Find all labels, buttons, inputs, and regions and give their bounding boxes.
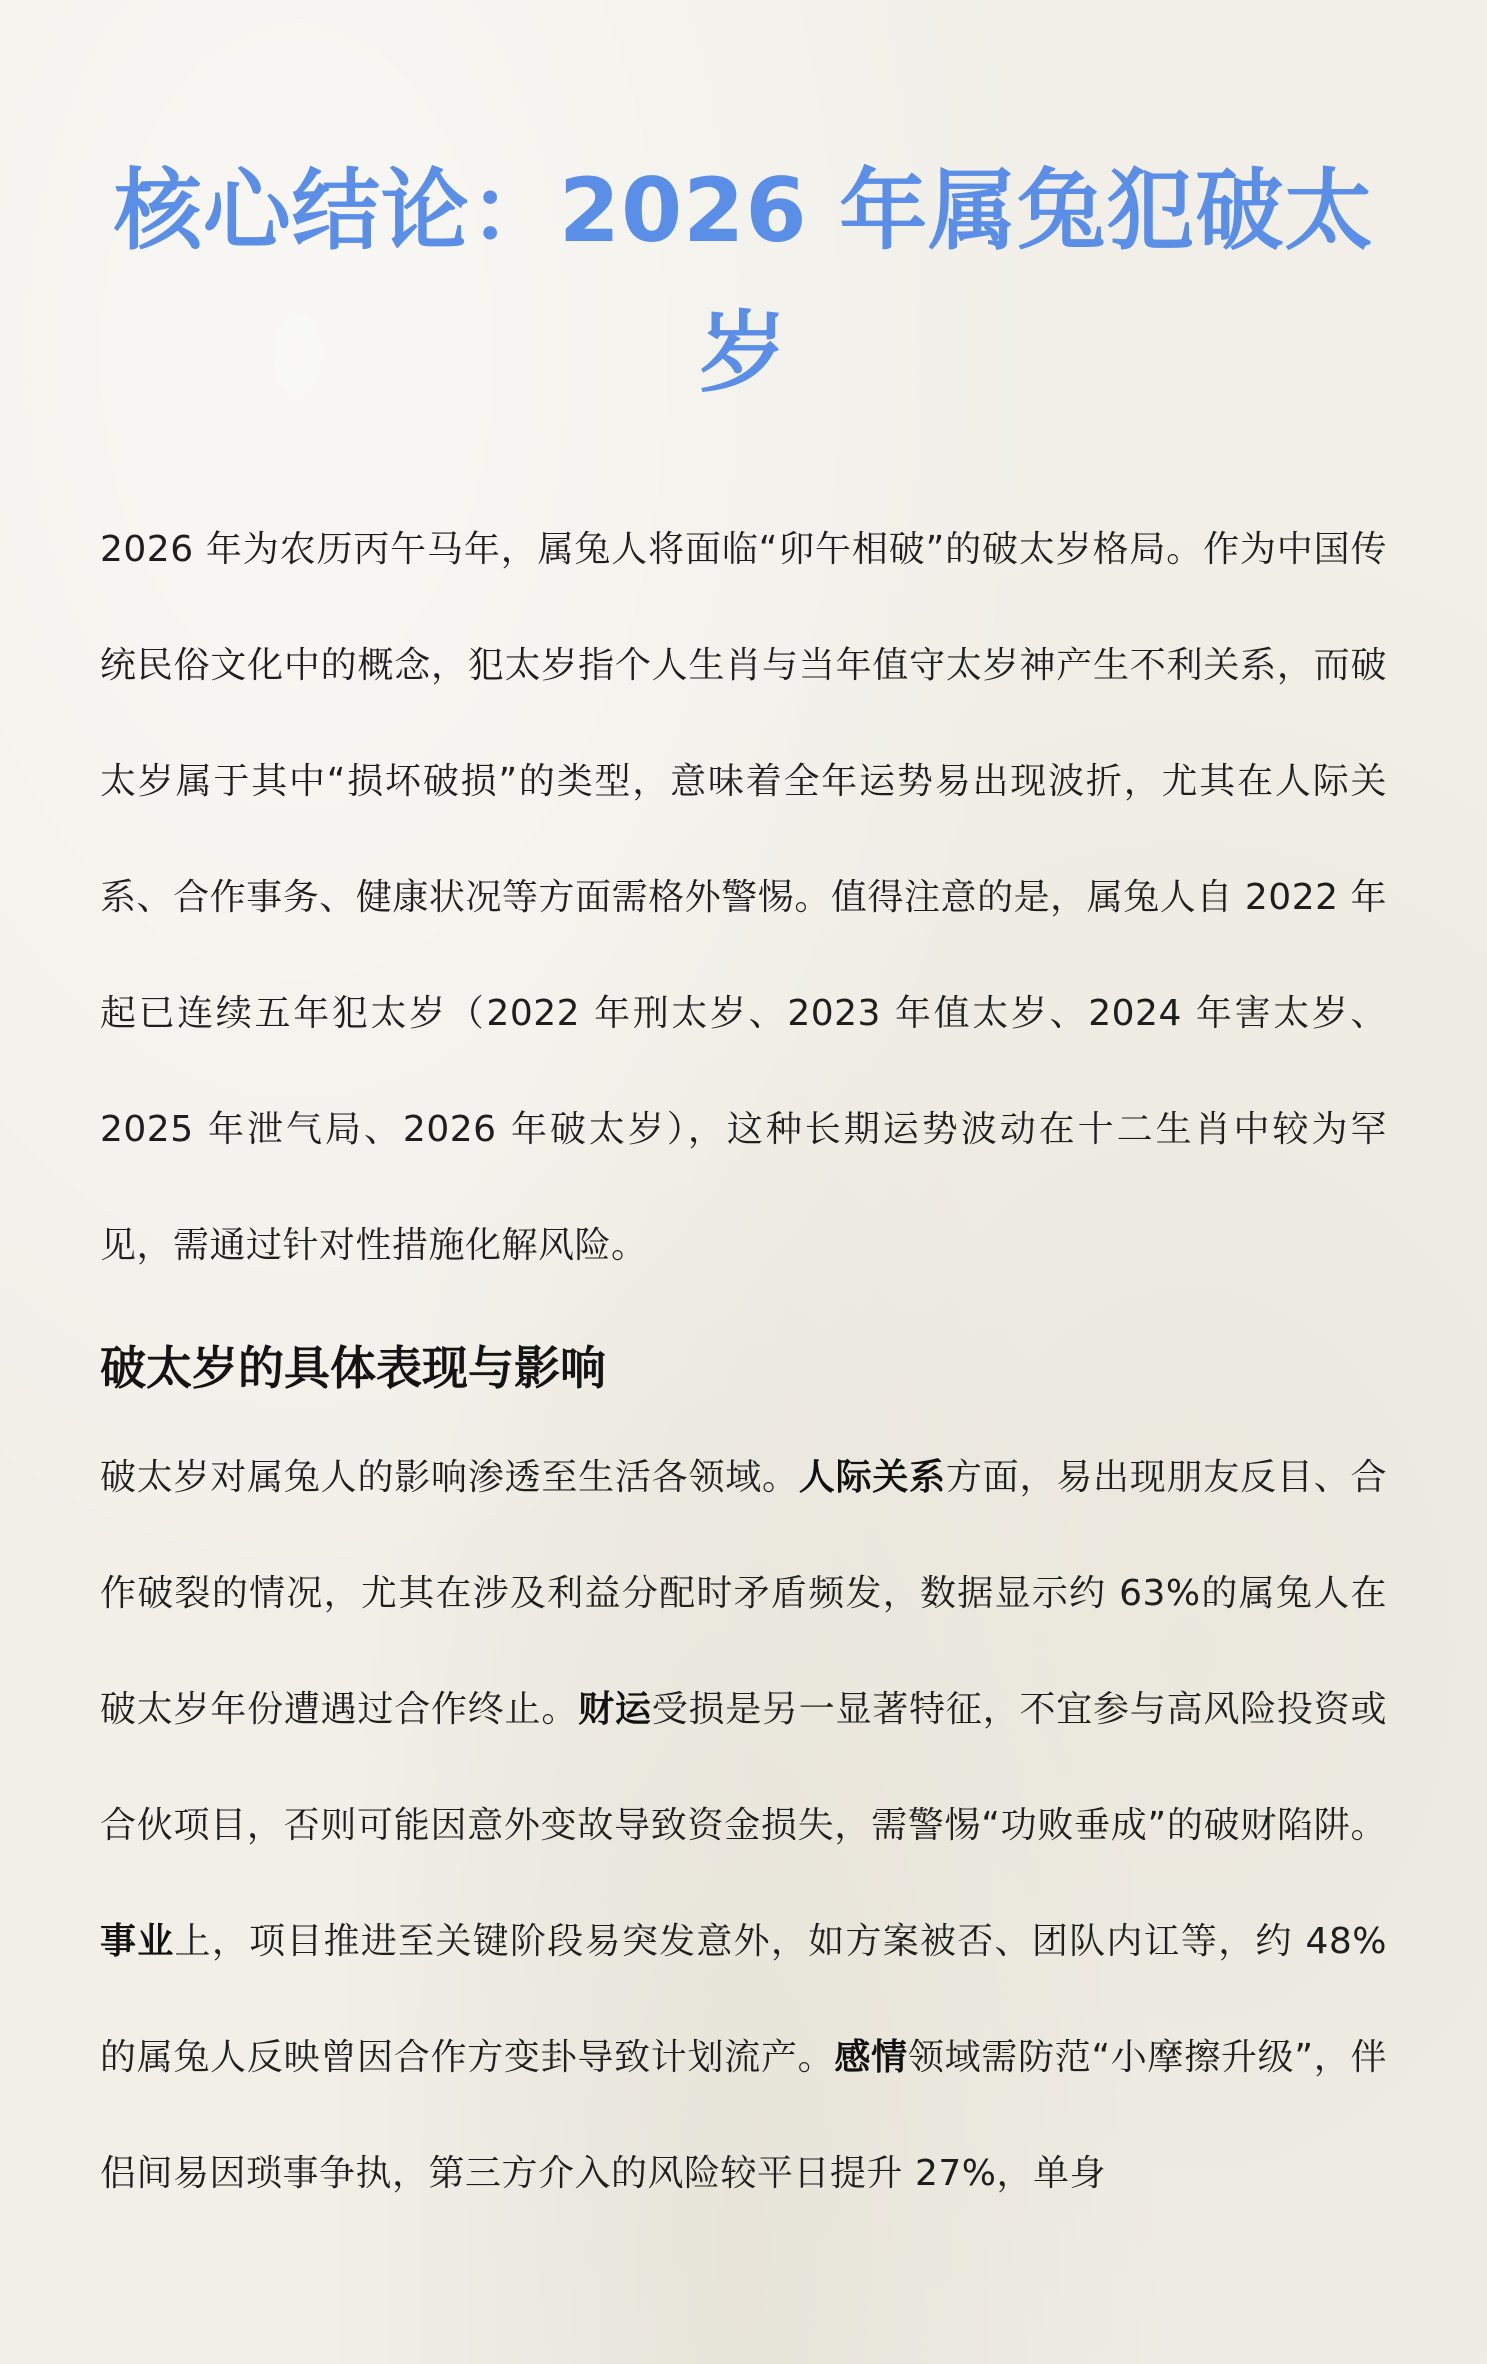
body-text: 领域需防范“小摩擦升级”，伴侣间易因琐事争执，第三方介入的风险较平日提升 27%，单身 [100, 2037, 1387, 2194]
page-title: 核心结论：2026 年属兔犯破太岁 [113, 159, 1374, 404]
keyword-interpersonal: 人际关系 [798, 1457, 946, 1498]
body-text: 上，项目推进至关键阶段易突发意外，如方案被否、团队内讧等，约 48%的属兔人反映曾因合作方变卦导致计划流产。 [100, 1921, 1387, 2078]
keyword-career: 事业 [100, 1921, 175, 1962]
section-heading: 破太岁的具体表现与影响 [100, 1341, 606, 1395]
keyword-wealth: 财运 [578, 1689, 652, 1730]
body-text: 方面，易出现朋友反目、合作破裂的情况，尤其在涉及利益分配时矛盾频发，数据显示约 63%的属兔人在破太岁年份遭遇过合作终止。 [100, 1457, 1387, 1730]
section-paragraph [100, 1420, 1387, 2232]
body-text: 受损是另一显著特征，不宜参与高风险投资或合伙项目，否则可能因意外变故导致资金损失，需警惕“功败垂成”的破财陷阱。 [100, 1689, 1387, 1846]
intro-paragraph: 2026 年为农历丙午马年，属兔人将面临“卯午相破”的破太岁格局。作为中国传统民俗文化中的概念，犯太岁指个人生肖与当年值守太岁神产生不利关系，而破太岁属于其中“损坏破损”的类型，意味着全年运势易出现波折，尤其在人际关系、合作事务、健康状况等方面需格外警惕。值得注意的是，属兔人自 2022 年起已连续五年犯太岁（2022 年刑太岁、2023 年值太岁、2024 年害太岁、2025 年泄气局、2026 年破太岁），这种长期运势波动在十二生肖中较为罕见，需通过针对性措施化解风险。 [100, 529, 1387, 1266]
body-text: 破太岁对属兔人的影响渗透至生活各领域。 [100, 1457, 799, 1498]
keyword-romance: 感情 [834, 2037, 908, 2078]
